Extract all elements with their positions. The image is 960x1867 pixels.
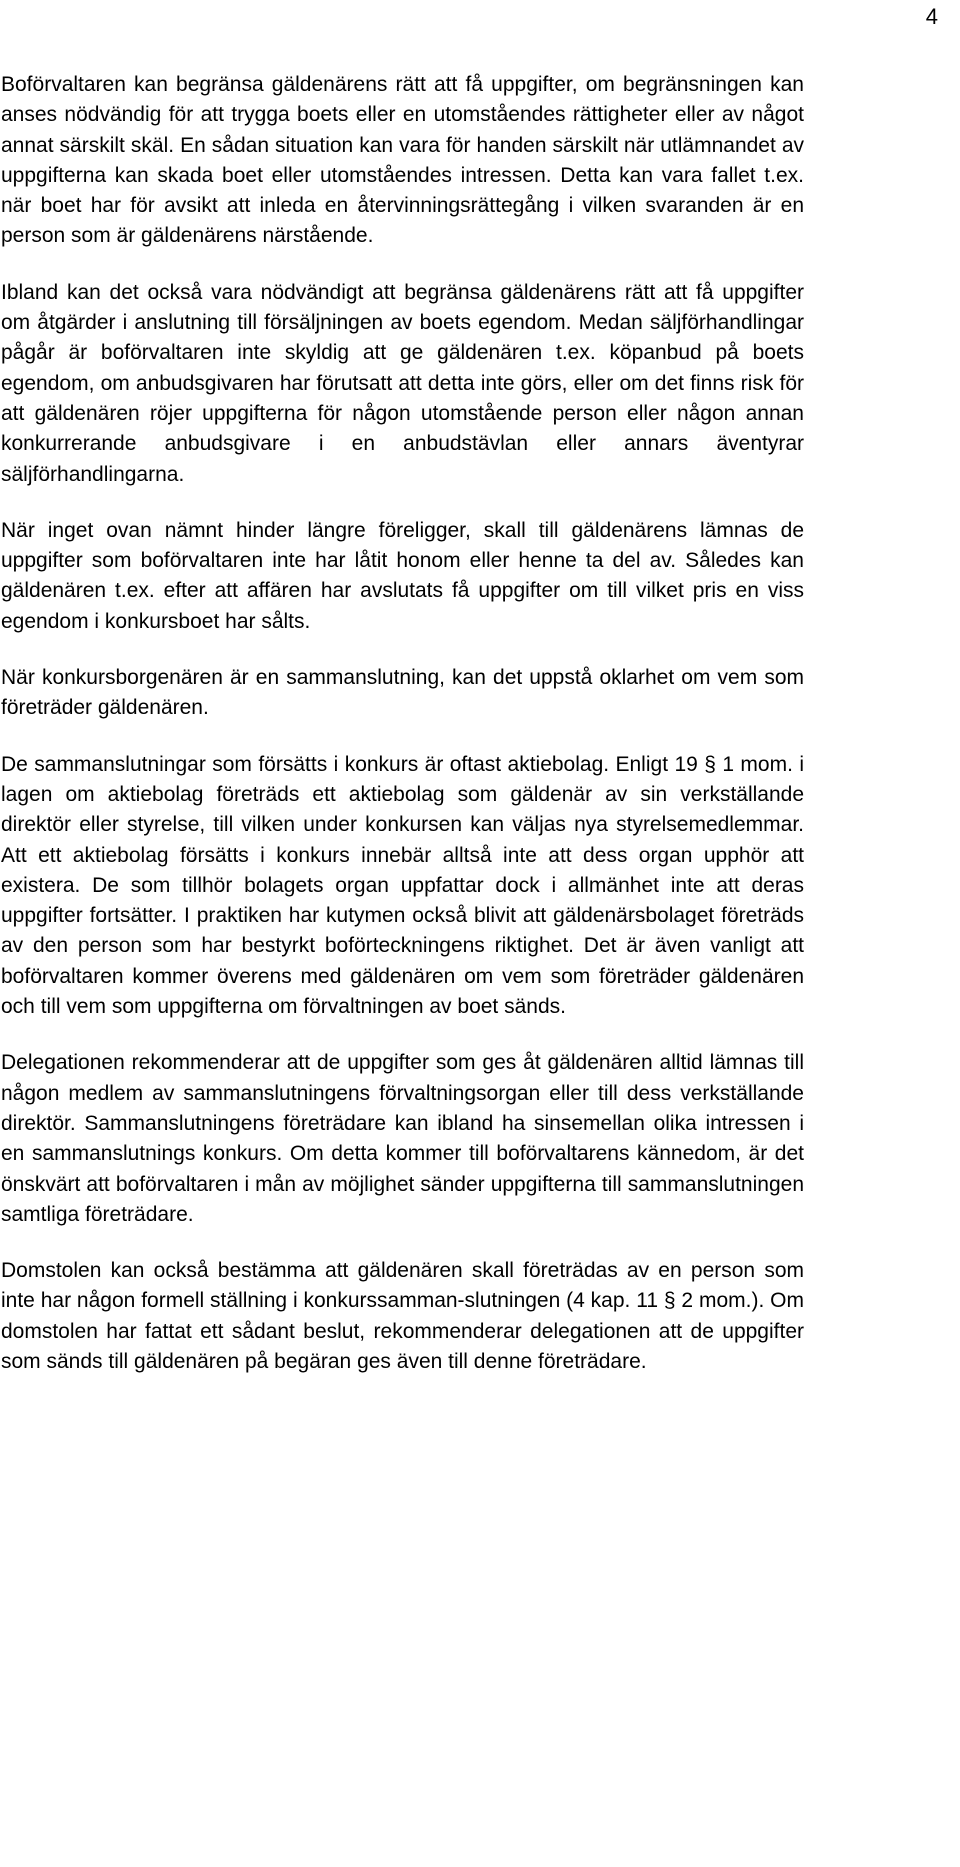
paragraph-2: Ibland kan det också vara nödvändigt att begränsa gäldenärens rätt att få uppgifter om åtgärder i anslutning till försäljningen av boets egendom. Medan säljförhandlingar pågår är boförvaltaren inte skyldig att ge gäldenären t.ex. köpanbud på boets egendom, om anbudsgivaren har förutsatt att detta inte görs, eller om det finns risk för att gäldenären röjer uppgifterna för någon utomstående person eller någon annan konkurrerande anbudsgivare i en anbudstävlan eller annars äventyrar säljförhandlingarna. bbox=[1, 280, 804, 486]
paragraph-7: Domstolen kan också bestämma att gäldenären skall företrädas av en person som inte har någon formell ställning i konkurssamman-slutningen (4 kap. 11 § 2 mom.). Om domstolen har fattat ett sådant beslut, rekommenderar delegationen att de uppgifter som sänds till gäldenären på begäran ges även till denne företrädare. bbox=[1, 1259, 804, 1373]
paragraph-4: När konkursborgenären är en sammanslutning, kan det uppstå oklarhet om vem som företräder gäldenären. bbox=[1, 666, 804, 720]
page-number: 4 bbox=[925, 4, 938, 29]
document-body bbox=[0, 70, 804, 1403]
paragraph-5: De sammanslutningar som försätts i konkurs är oftast aktiebolag. Enligt 19 § 1 mom. i lagen om aktiebolag företräds ett aktiebolag som gäldenär av sin verkställande direktör eller styrelse, till vilken under konkursen kan väljas nya styrelsemedlemmar. Att ett aktiebolag försätts i konkurs innebär alltså inte att dess organ upphör att existera. De som tillhör bolagets organ uppfattar dock i allmänhet inte att deras uppgifter fortsätter. I praktiken har kutymen också blivit att gäldenärsbolaget företräds av den person som har bestyrkt boförteckningens riktighet. Det är även vanligt att boförvaltaren kommer överens med gäldenären om vem som företräder gäldenären och till vem som uppgifterna om förvaltningen av boet sänds. bbox=[1, 752, 804, 1019]
paragraph-3: När inget ovan nämnt hinder längre föreligger, skall till gäldenärens lämnas de uppgifter som boförvaltaren inte har låtit honom eller henne ta del av. Således kan gäldenären t.ex. efter att affären har avslutats få uppgifter om till vilket pris en viss egendom i konkursboet har sålts. bbox=[1, 518, 804, 633]
paragraph-6: Delegationen rekommenderar att de uppgifter som ges åt gäldenären alltid lämnas till någon medlem av sammanslutningens förvaltningsorgan eller till dess verkställande direktör. Sammanslutningens företrädare kan ibland ha sinsemellan olika intressen i en sammanslutnings konkurs. Om detta kommer till boförvaltarens kännedom, är det önskvärt att boförvaltaren i mån av möjlighet sänder uppgifterna till sammanslutningen samtliga företrädare. bbox=[1, 1051, 804, 1226]
paragraph-1: Boförvaltaren kan begränsa gäldenärens rätt att få uppgifter, om begränsningen kan anses nödvändig för att trygga boets eller en utomståendes rättigheter eller av något annat särskilt skäl. En sådan situation kan vara för handen särskilt när utlämnandet av uppgifterna kan skada boet eller utomståendes intressen. Detta kan vara fallet t.ex. när boet har för avsikt att inleda en återvinningsrättegång i vilken svaranden är en person som är gäldenärens närstående. bbox=[1, 73, 804, 248]
